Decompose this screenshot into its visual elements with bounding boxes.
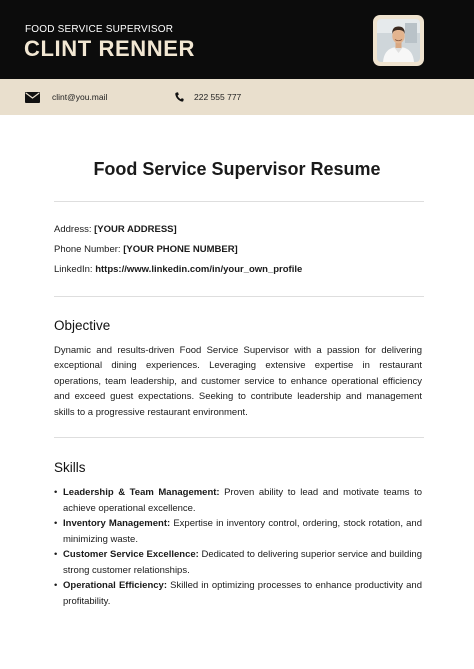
resume-header bbox=[0, 0, 474, 79]
phone-icon bbox=[175, 92, 184, 102]
divider bbox=[54, 437, 424, 438]
divider bbox=[54, 201, 424, 202]
skill-title: Customer Service Excellence: bbox=[63, 549, 199, 560]
bullet: • bbox=[54, 549, 58, 560]
skills-heading: Skills bbox=[54, 460, 86, 475]
contact-email bbox=[25, 79, 107, 115]
skill-item bbox=[54, 485, 422, 516]
info-linkedin bbox=[54, 264, 302, 275]
info-address bbox=[54, 224, 177, 235]
document-title: Food Service Supervisor Resume bbox=[93, 159, 381, 179]
info-linkedin-value[interactable]: https://www.linkedin.com/in/your_own_profile bbox=[95, 264, 303, 275]
skill-title: Inventory Management: bbox=[63, 518, 171, 529]
info-phone bbox=[54, 244, 238, 255]
contact-bar bbox=[0, 79, 474, 115]
skill-title: Leadership & Team Management: bbox=[63, 487, 220, 498]
info-phone-label: Phone Number: bbox=[54, 244, 121, 255]
skills-list bbox=[54, 485, 422, 609]
skill-text: Proven ability to lead and motivate teams to achieve operational excellence. bbox=[63, 487, 422, 514]
objective-heading: Objective bbox=[54, 318, 111, 333]
profile-photo bbox=[377, 19, 420, 62]
skill-item bbox=[54, 516, 422, 547]
email-value: clint@you.mail bbox=[52, 92, 108, 102]
bullet: • bbox=[54, 518, 58, 529]
skill-item bbox=[54, 578, 422, 609]
divider bbox=[54, 296, 424, 297]
contact-phone bbox=[175, 79, 241, 115]
info-address-value: [YOUR ADDRESS] bbox=[94, 224, 177, 235]
skill-item bbox=[54, 547, 422, 578]
info-linkedin-label: LinkedIn: bbox=[54, 264, 93, 275]
header-name: CLINT RENNER bbox=[24, 36, 195, 61]
skill-text: Expertise in inventory control, ordering, stock rotation, and minimizing waste. bbox=[63, 518, 422, 545]
bullet: • bbox=[54, 487, 58, 498]
objective-text: Dynamic and results-driven Food Service Supervisor with a passion for delivering exceptional dining experiences. Leveraging extensive expertise in restaurant operations, team leadership, and customer service to enhance operational efficiency and exceed guest expectations. Seeking to contribute leadership and management skills to a progressive restaurant environment. bbox=[54, 345, 422, 418]
skill-title: Operational Efficiency: bbox=[63, 580, 167, 591]
skill-text: Dedicated to delivering superior service and building strong customer relationships. bbox=[63, 549, 422, 576]
header-role: FOOD SERVICE SUPERVISOR bbox=[25, 24, 174, 35]
bullet: • bbox=[54, 580, 58, 591]
envelope-icon bbox=[25, 92, 40, 103]
phone-value: 222 555 777 bbox=[194, 92, 242, 102]
profile-photo-frame bbox=[373, 15, 424, 66]
info-address-label: Address: bbox=[54, 224, 92, 235]
skill-text: Skilled in optimizing processes to enhance productivity and profitability. bbox=[63, 580, 422, 607]
info-phone-value: [YOUR PHONE NUMBER] bbox=[123, 244, 238, 255]
